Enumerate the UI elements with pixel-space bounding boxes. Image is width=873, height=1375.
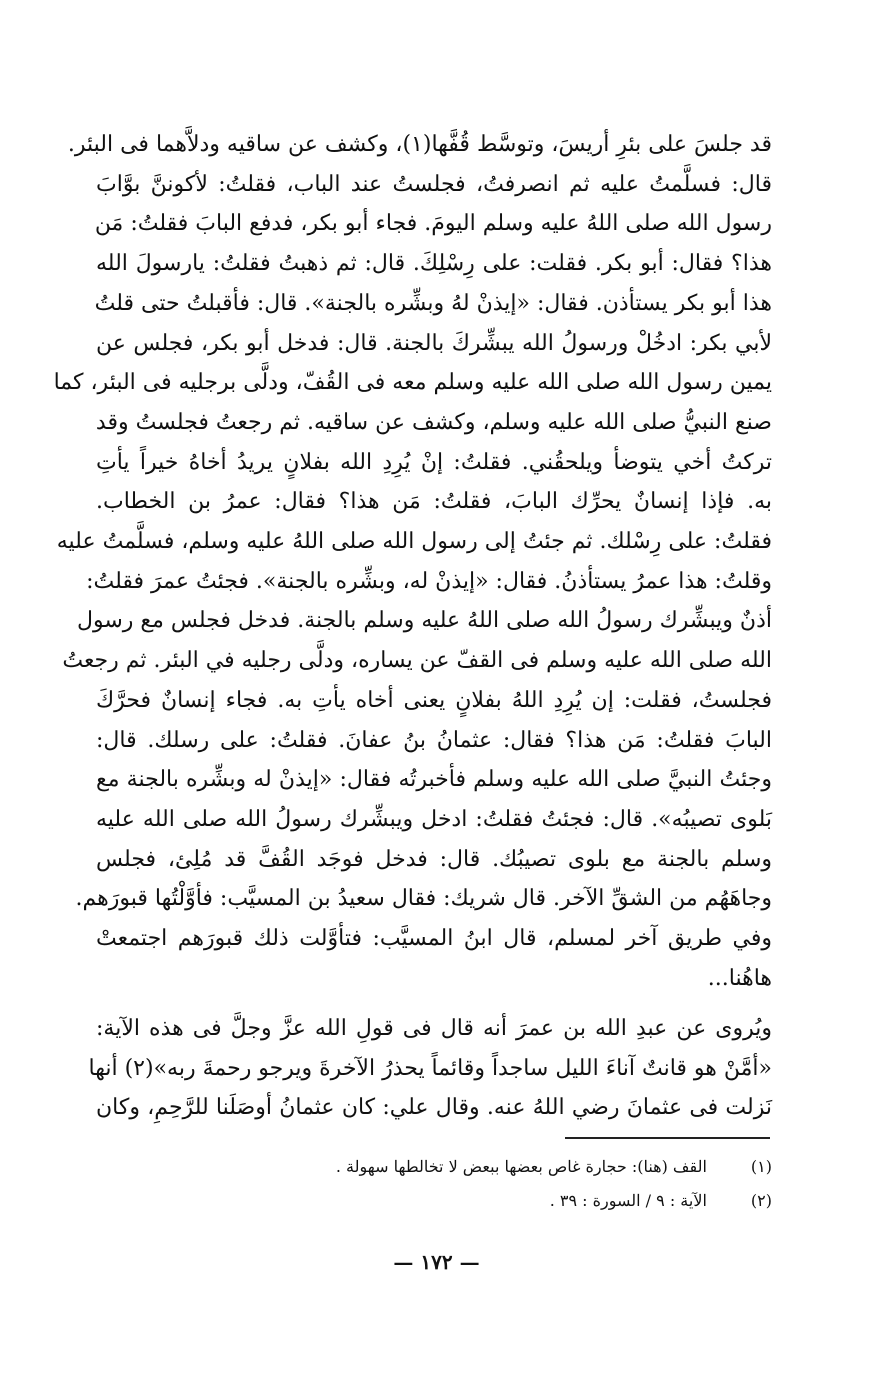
text-line: وقلتُ: هذا عمرُ يستأذنُ. فقال: «إيذنْ له، وبشِّره بالجنة». فجئتُ عمرَ فقلتُ:: [86, 568, 772, 594]
text-line: أذنٌ ويبشِّرك رسولُ الله صلى اللهُ عليه وسلم بالجنة. فدخل فجلس مع رسول: [76, 608, 772, 634]
footnote-number: (١): [750, 1157, 772, 1176]
text-line: تركتُ أخي يتوضأ ويلحقُني. فقلتُ: إنْ يُرِدِ الله بفلانٍ يريدُ أخاهُ خيراً يأتِ: [96, 449, 772, 475]
text-line: قد جلسَ على بئرِ أريسَ، وتوسَّط قُفَّها(١)، وكشف عن ساقيه ودلاَّهما فى البئر.: [67, 132, 772, 157]
text-line: وفي طريق آخر لمسلم، قال ابنُ المسيَّب: فتأوَّلت ذلك قبورَهم اجتمعتْ: [96, 926, 772, 952]
text-line: وجاهَهُم من الشقِّ الآخر. قال شريك: فقال سعيدُ بن المسيَّب: فأوَّلْتُها قبورَهم.: [75, 886, 772, 912]
text-line: هذا أبو بكر يستأذن. فقال: «إيذنْ لهُ وبشِّره بالجنة». قال: فأقبلتُ حتى قلتُ: [94, 290, 772, 316]
text-line: هاهُنا...: [707, 965, 772, 991]
text-line: ويُروى عن عبدِ الله بن عمرَ أنه قال فى قولِ الله عزَّ وجلَّ فى هذه الآية:: [96, 1016, 772, 1041]
footnote-number: (٢): [750, 1191, 772, 1210]
text-line: هذا؟ فقال: أبو بكر. فقلت: على رِسْلِكَ. قال: ثم ذهبتُ فقلتُ: يارسولَ الله: [96, 251, 772, 277]
footnote-separator: [565, 1137, 770, 1139]
text-line: يمين رسول الله صلى الله عليه وسلم معه فى القُفّ، ودلَّى برجليه فى البئر، كما: [53, 370, 772, 396]
page-number: — ١٧٢ —: [393, 1250, 480, 1274]
text-line: لأبي بكر: ادخُلْ ورسولُ الله يبشِّركَ بالجنة. قال: فدخل أبو بكر، فجلس عن: [96, 330, 772, 356]
text-line: البابَ فقلتُ: مَن هذا؟ فقال: عثمانُ بنُ عفانَ. فقلتُ: على رسلك. قال:: [96, 727, 772, 753]
body-paragraph-2: [88, 1009, 772, 1128]
text-line: قال: فسلَّمتُ عليه ثم انصرفتُ، فجلستُ عند الباب، فقلتُ: لأكوننَّ بوَّابَ: [96, 171, 772, 197]
footnote-2: [96, 1184, 772, 1218]
body-paragraph-1: [53, 125, 772, 998]
footnotes: [96, 1150, 772, 1218]
text-line: بَلوى تصيبُه». قال: فجئتُ فقلتُ: ادخل ويبشِّرك رسولُ الله صلى الله عليه: [96, 806, 772, 832]
footnote-1: [96, 1150, 772, 1184]
text-line: صنع النبيُّ صلى الله عليه وسلم، وكشف عن ساقيه. ثم رجعتُ فجلستُ وقد: [95, 409, 772, 435]
text-line: نَزلت فى عثمانَ رضي اللهُ عنه. وقال علي: كان عثمانُ أوصَلَنا للرَّحِمِ، وكان: [96, 1095, 772, 1121]
text-line: الله صلى الله عليه وسلم فى القفّ عن يساره، ودلَّى رجليه في البئر. ثم رجعتُ: [62, 648, 772, 674]
text-line: فقلتُ: على رِسْلك. ثم جئتُ إلى رسول الله صلى اللهُ عليه وسلم، فسلَّمتُ عليه: [56, 529, 772, 555]
footnote-text: القف (هنا): حجارة غاص بعضها ببعض لا تخالطها سهولة .: [335, 1157, 707, 1176]
text-line: وجئتُ النبيَّ صلى الله عليه وسلم فأخبرتُه فقال: «إيذنْ له وبشِّره بالجنة مع: [96, 767, 772, 793]
text-line: «أمَّنْ هو قانتٌ آناءَ الليل ساجداً وقائماً يحذرُ الآخرةَ ويرجو رحمةَ ربه»(٢) أنها: [88, 1055, 772, 1081]
text-line: رسول الله صلى اللهُ عليه وسلم اليومَ. فجاء أبو بكر، فدفع البابَ فقلتُ: مَن: [94, 211, 772, 237]
text-line: فجلستُ، فقلت: إن يُرِدِ اللهُ بفلانٍ يعنى أخاه يأتِ به. فجاء إنسانٌ فحرَّكَ: [96, 687, 772, 713]
text-line: وسلم بالجنة مع بلوى تصيبُك. قال: فدخل فوجَد القُفَّ قد مُلِئ، فجلس: [96, 846, 772, 872]
footnote-text: الآية : ٩ / السورة : ٣٩ .: [549, 1191, 707, 1210]
text-line: به. فإذا إنسانٌ يحرِّك البابَ، فقلتُ: مَن هذا؟ فقال: عمرُ بن الخطاب.: [96, 489, 772, 515]
